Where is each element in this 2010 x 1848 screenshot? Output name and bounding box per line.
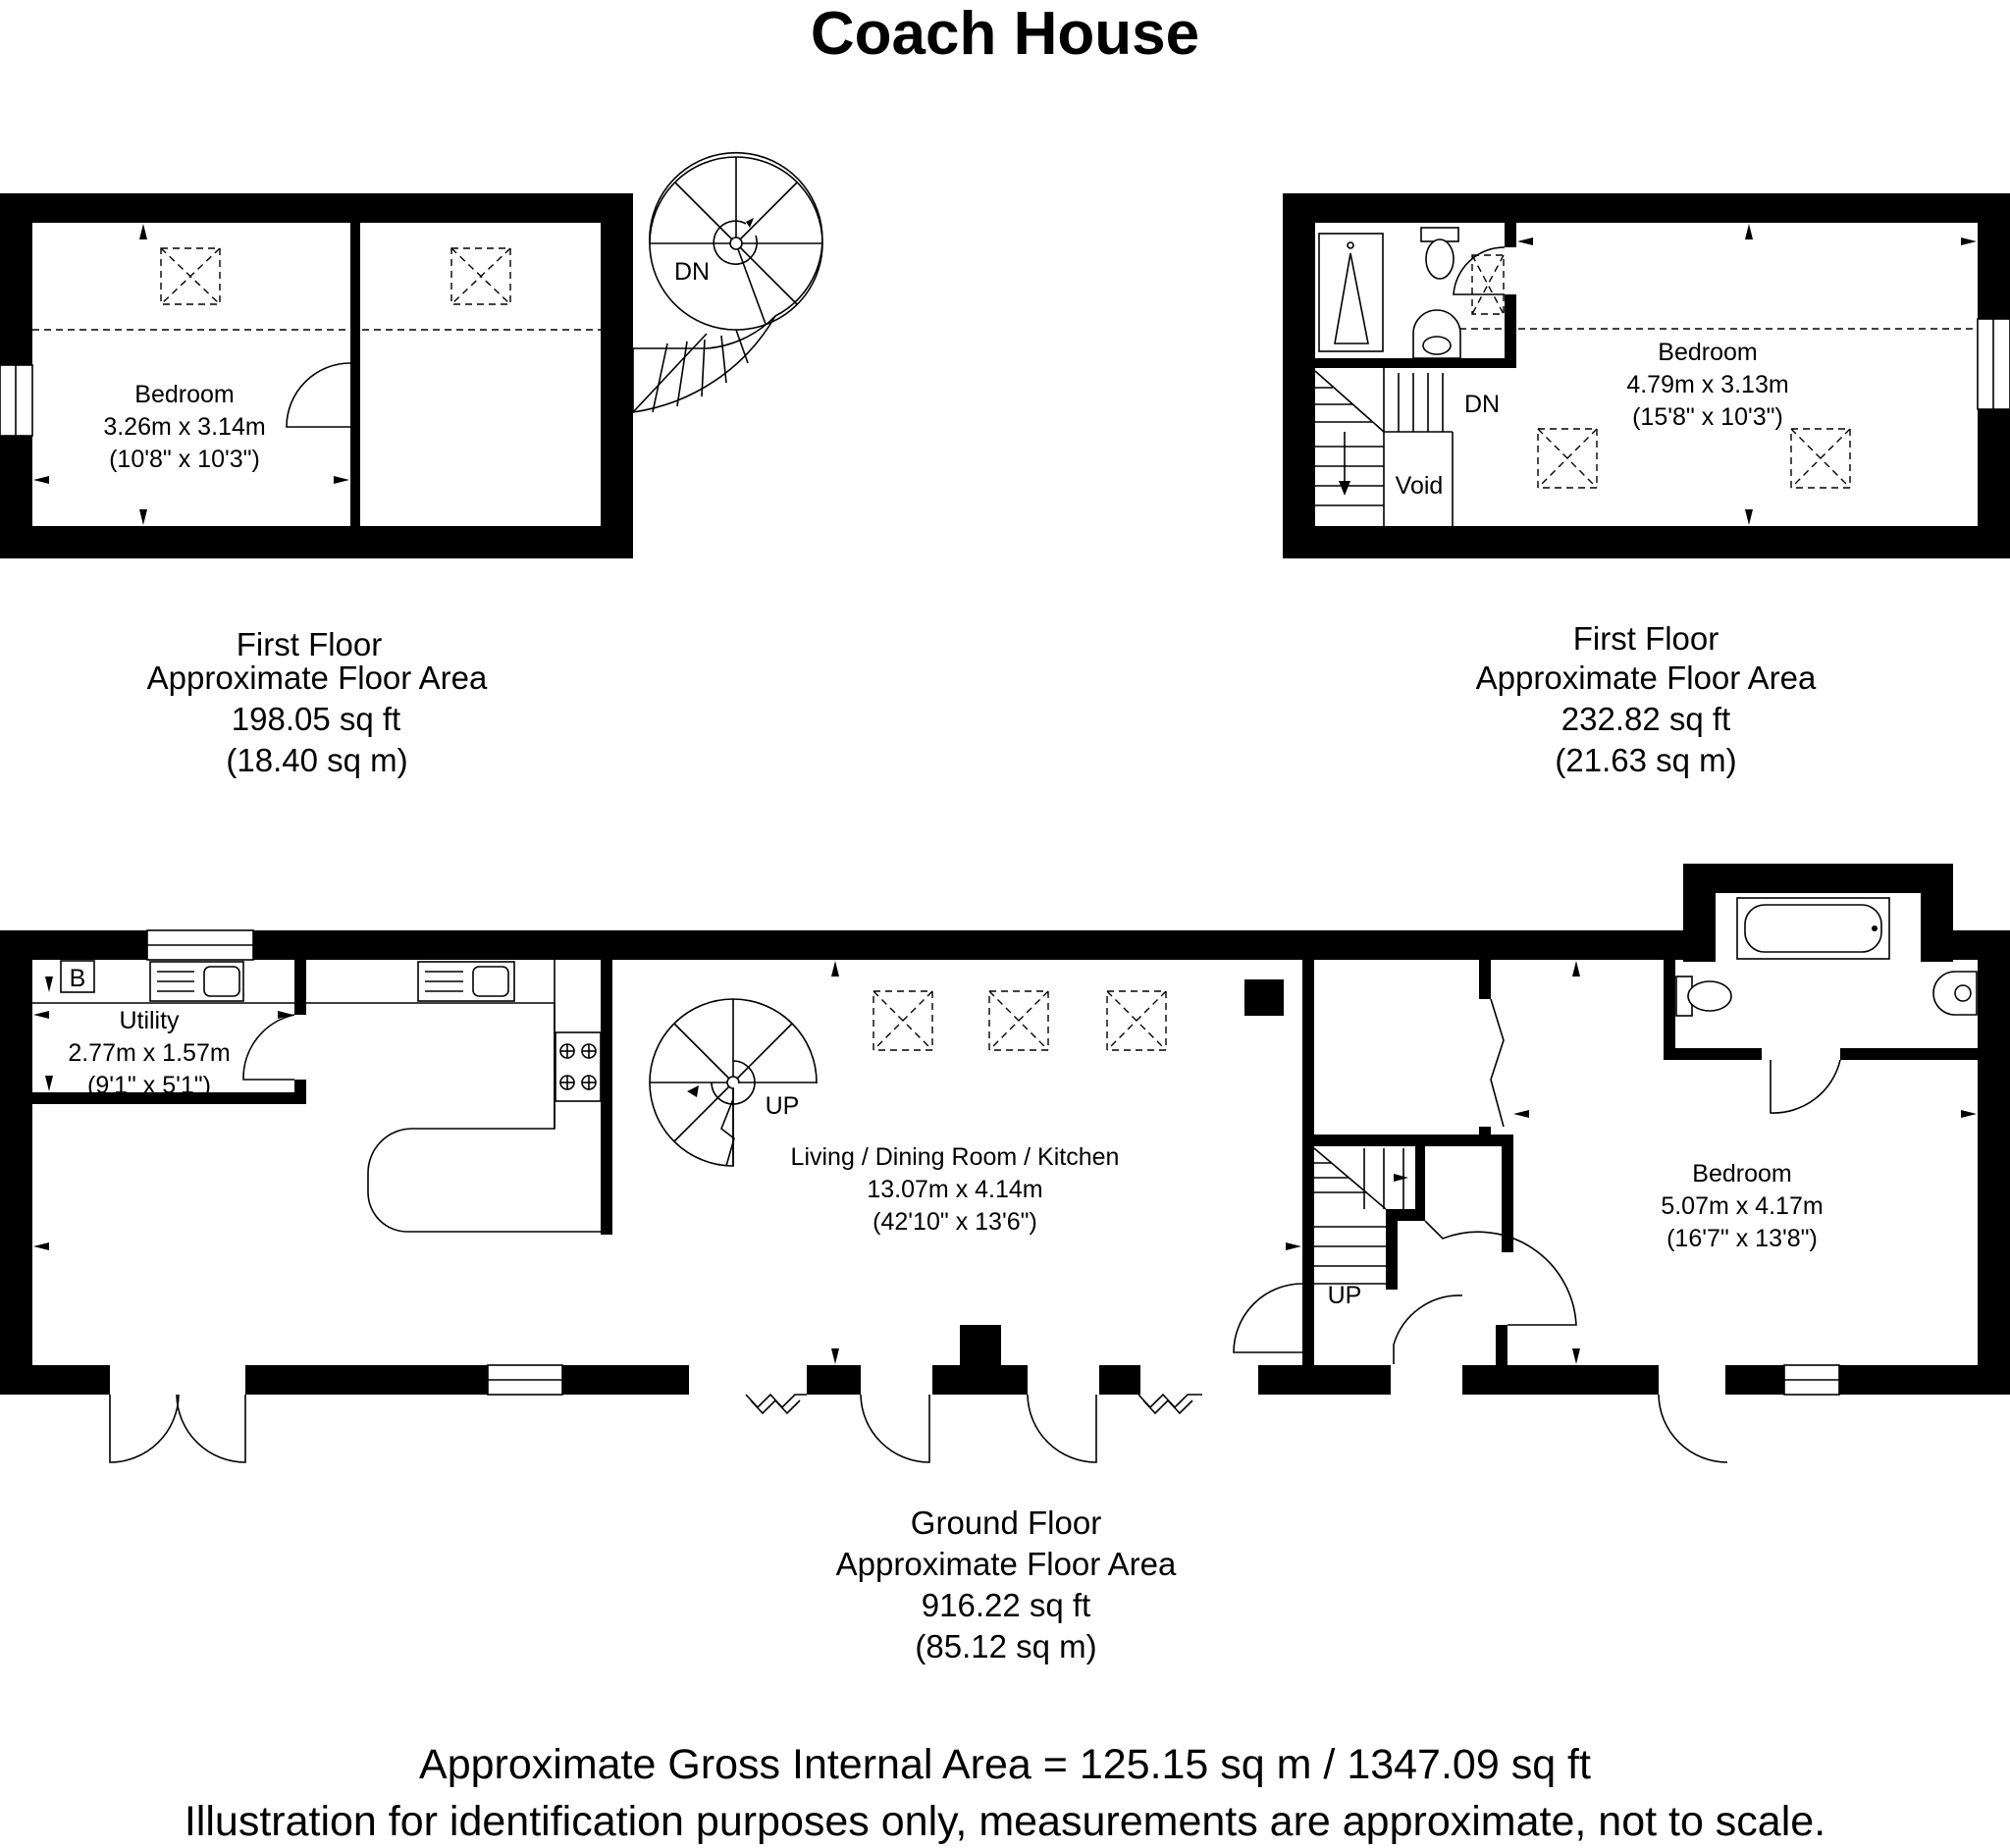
bath-icon [1737, 898, 1889, 959]
living-room-dimensions-imperial: (42'10" x 13'6") [873, 1208, 1037, 1236]
disclaimer: Illustration for identification purposes only, measurements are approximate, not to scale. [184, 1798, 1826, 1845]
floor-area-sqm: (85.12 sq m) [915, 1628, 1097, 1664]
bedroom-dimensions-metric: 5.07m x 4.17m [1661, 1192, 1824, 1220]
gross-internal-area: Approximate Gross Internal Area = 125.15 sq m / 1347.09 sq ft [419, 1741, 1591, 1788]
skylight-icon [1538, 429, 1597, 488]
bedroom-dimensions-metric: 3.26m x 3.14m [103, 413, 266, 441]
hob-icon [555, 1032, 601, 1101]
basin-icon [1933, 972, 1977, 1015]
ground-floor-plan [0, 864, 2010, 1664]
sink-icon [418, 962, 514, 1001]
skylight-icon [161, 248, 220, 304]
floor-name: First Floor [1572, 620, 1719, 657]
stair-label-up: UP [1327, 1282, 1362, 1309]
first-floor-right-plan [1283, 193, 2010, 778]
floor-area-sqft: 198.05 sq ft [231, 701, 401, 737]
bedroom-dimensions-imperial: (16'7" x 13'8") [1666, 1225, 1818, 1252]
spiral-staircase-icon [633, 153, 822, 412]
bedroom-name: Bedroom [1658, 339, 1758, 366]
floor-area-label: Approximate Floor Area [835, 1546, 1177, 1582]
floor-name: First Floor [236, 626, 383, 662]
stair-label-dn: DN [673, 258, 711, 286]
boiler-label: B [69, 965, 86, 992]
page-title: Coach House [810, 0, 1200, 68]
floor-area-sqm: (18.40 sq m) [226, 742, 408, 778]
bedroom-dimensions-imperial: (10'8" x 10'3") [109, 446, 260, 473]
first-floor-left-plan [0, 153, 822, 778]
floor-area-sqft: 916.22 sq ft [921, 1587, 1091, 1623]
floor-area-sqm: (21.63 sq m) [1555, 742, 1737, 778]
skylight-icon [451, 248, 510, 304]
skylight-icon [989, 991, 1048, 1050]
utility-name: Utility [119, 1007, 180, 1034]
bedroom-dimensions-imperial: (15'8" x 10'3") [1632, 403, 1783, 431]
floor-area-sqft: 232.82 sq ft [1560, 701, 1731, 737]
toilet-icon [1676, 977, 1731, 1016]
stair-label-up: UP [765, 1092, 800, 1120]
utility-dimensions-metric: 2.77m x 1.57m [68, 1039, 231, 1067]
bedroom-name: Bedroom [1692, 1160, 1792, 1188]
bifold-door-icon [746, 1395, 807, 1413]
void-label: Void [1395, 472, 1444, 500]
bedroom-dimensions-metric: 4.79m x 3.13m [1626, 371, 1789, 398]
french-doors-icon [110, 1395, 245, 1462]
stair-label-dn: DN [1463, 391, 1501, 418]
utility-dimensions-imperial: (9'1" x 5'1") [87, 1072, 211, 1099]
living-room-dimensions-metric: 13.07m x 4.14m [867, 1176, 1043, 1203]
bifold-door-icon [1138, 1395, 1202, 1413]
floor-name: Ground Floor [910, 1505, 1102, 1541]
floor-area-label: Approximate Floor Area [146, 660, 488, 696]
sink-icon [150, 962, 243, 1001]
floor-area-label: Approximate Floor Area [1475, 660, 1817, 696]
skylight-icon [1107, 991, 1166, 1050]
living-room-name: Living / Dining Room / Kitchen [790, 1143, 1120, 1171]
skylight-icon [873, 991, 932, 1050]
skylight-icon [1791, 429, 1850, 488]
bedroom-name: Bedroom [134, 381, 235, 408]
